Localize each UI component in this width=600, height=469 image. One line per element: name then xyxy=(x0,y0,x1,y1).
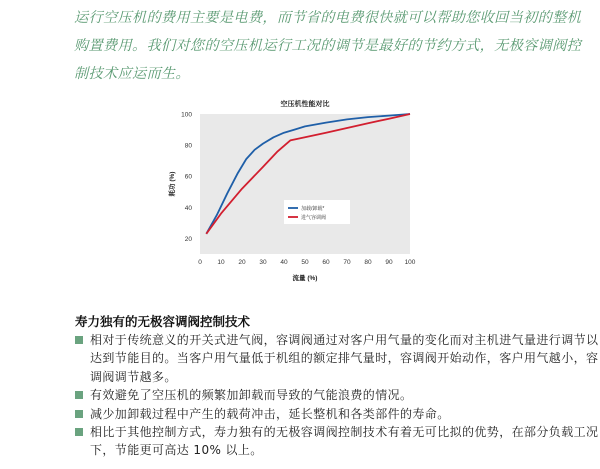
list-item xyxy=(75,423,600,460)
x-tick-label: 70 xyxy=(343,259,351,266)
list-item-text: 相比于其他控制方式，寿力独有的无极容调阀控制技术有着无可比拟的优势，在部分负载工况下，节能更可高达 10% 以上。 xyxy=(90,425,599,458)
y-tick-label: 60 xyxy=(184,173,192,181)
legend-label: 进气容调阀 xyxy=(301,215,327,221)
x-tick-label: 40 xyxy=(280,259,288,266)
chart-svg xyxy=(150,96,450,286)
bullet-square-icon xyxy=(75,336,83,344)
y-tick-label: 100 xyxy=(181,111,192,119)
x-tick-label: 30 xyxy=(259,259,267,266)
x-tick-label: 90 xyxy=(385,259,393,266)
x-tick-label: 100 xyxy=(404,259,416,266)
legend-label: 加载/卸载* xyxy=(301,206,325,212)
bullet-square-icon xyxy=(75,391,83,399)
list-item xyxy=(75,331,600,386)
x-tick-label: 80 xyxy=(364,259,372,266)
x-axis-label: 流量 (%) xyxy=(292,275,318,282)
list-item xyxy=(75,386,600,404)
y-tick-label: 20 xyxy=(184,235,192,243)
x-tick-label: 10 xyxy=(217,259,225,266)
list-item-text: 相对于传统意义的开关式进气阀，容调阀通过对客户用气量的变化而对主机进气量进行调节以达到节能目的。当客户用气量低于机组的额定排气量时，容调阀开始动作，客户用气越小，容调阀调节越多。 xyxy=(90,333,599,384)
bullet-square-icon xyxy=(75,410,83,418)
list-item xyxy=(75,405,600,423)
y-tick-label: 80 xyxy=(184,142,192,150)
x-tick-label: 0 xyxy=(198,259,202,266)
list-item-text: 减少加卸载过程中产生的载荷冲击，延长整机和各类部件的寿命。 xyxy=(90,406,450,421)
x-tick-label: 60 xyxy=(322,259,330,266)
section-title: 寿力独有的无极容调阀控制技术 xyxy=(75,314,251,329)
performance-chart xyxy=(150,96,450,286)
x-tick-label: 20 xyxy=(238,259,246,266)
list-item-text: 有效避免了空压机的频繁加卸载而导致的气能浪费的情况。 xyxy=(90,388,413,403)
y-tick-label: 40 xyxy=(184,204,192,212)
bullet-square-icon xyxy=(75,428,83,436)
x-tick-label: 50 xyxy=(301,259,309,266)
feature-list xyxy=(75,331,600,460)
y-axis-label: 耗功 (%) xyxy=(169,171,176,197)
intro-paragraph: 运行空压机的费用主要是电费，而节省的电费很快就可以帮助您收回当初的整机购置费用。我们对您的空压机运行工况的调节是最好的节约方式，无极容调阀控制技术应运而生。 xyxy=(74,10,582,82)
chart-title: 空压机性能对比 xyxy=(280,101,330,108)
